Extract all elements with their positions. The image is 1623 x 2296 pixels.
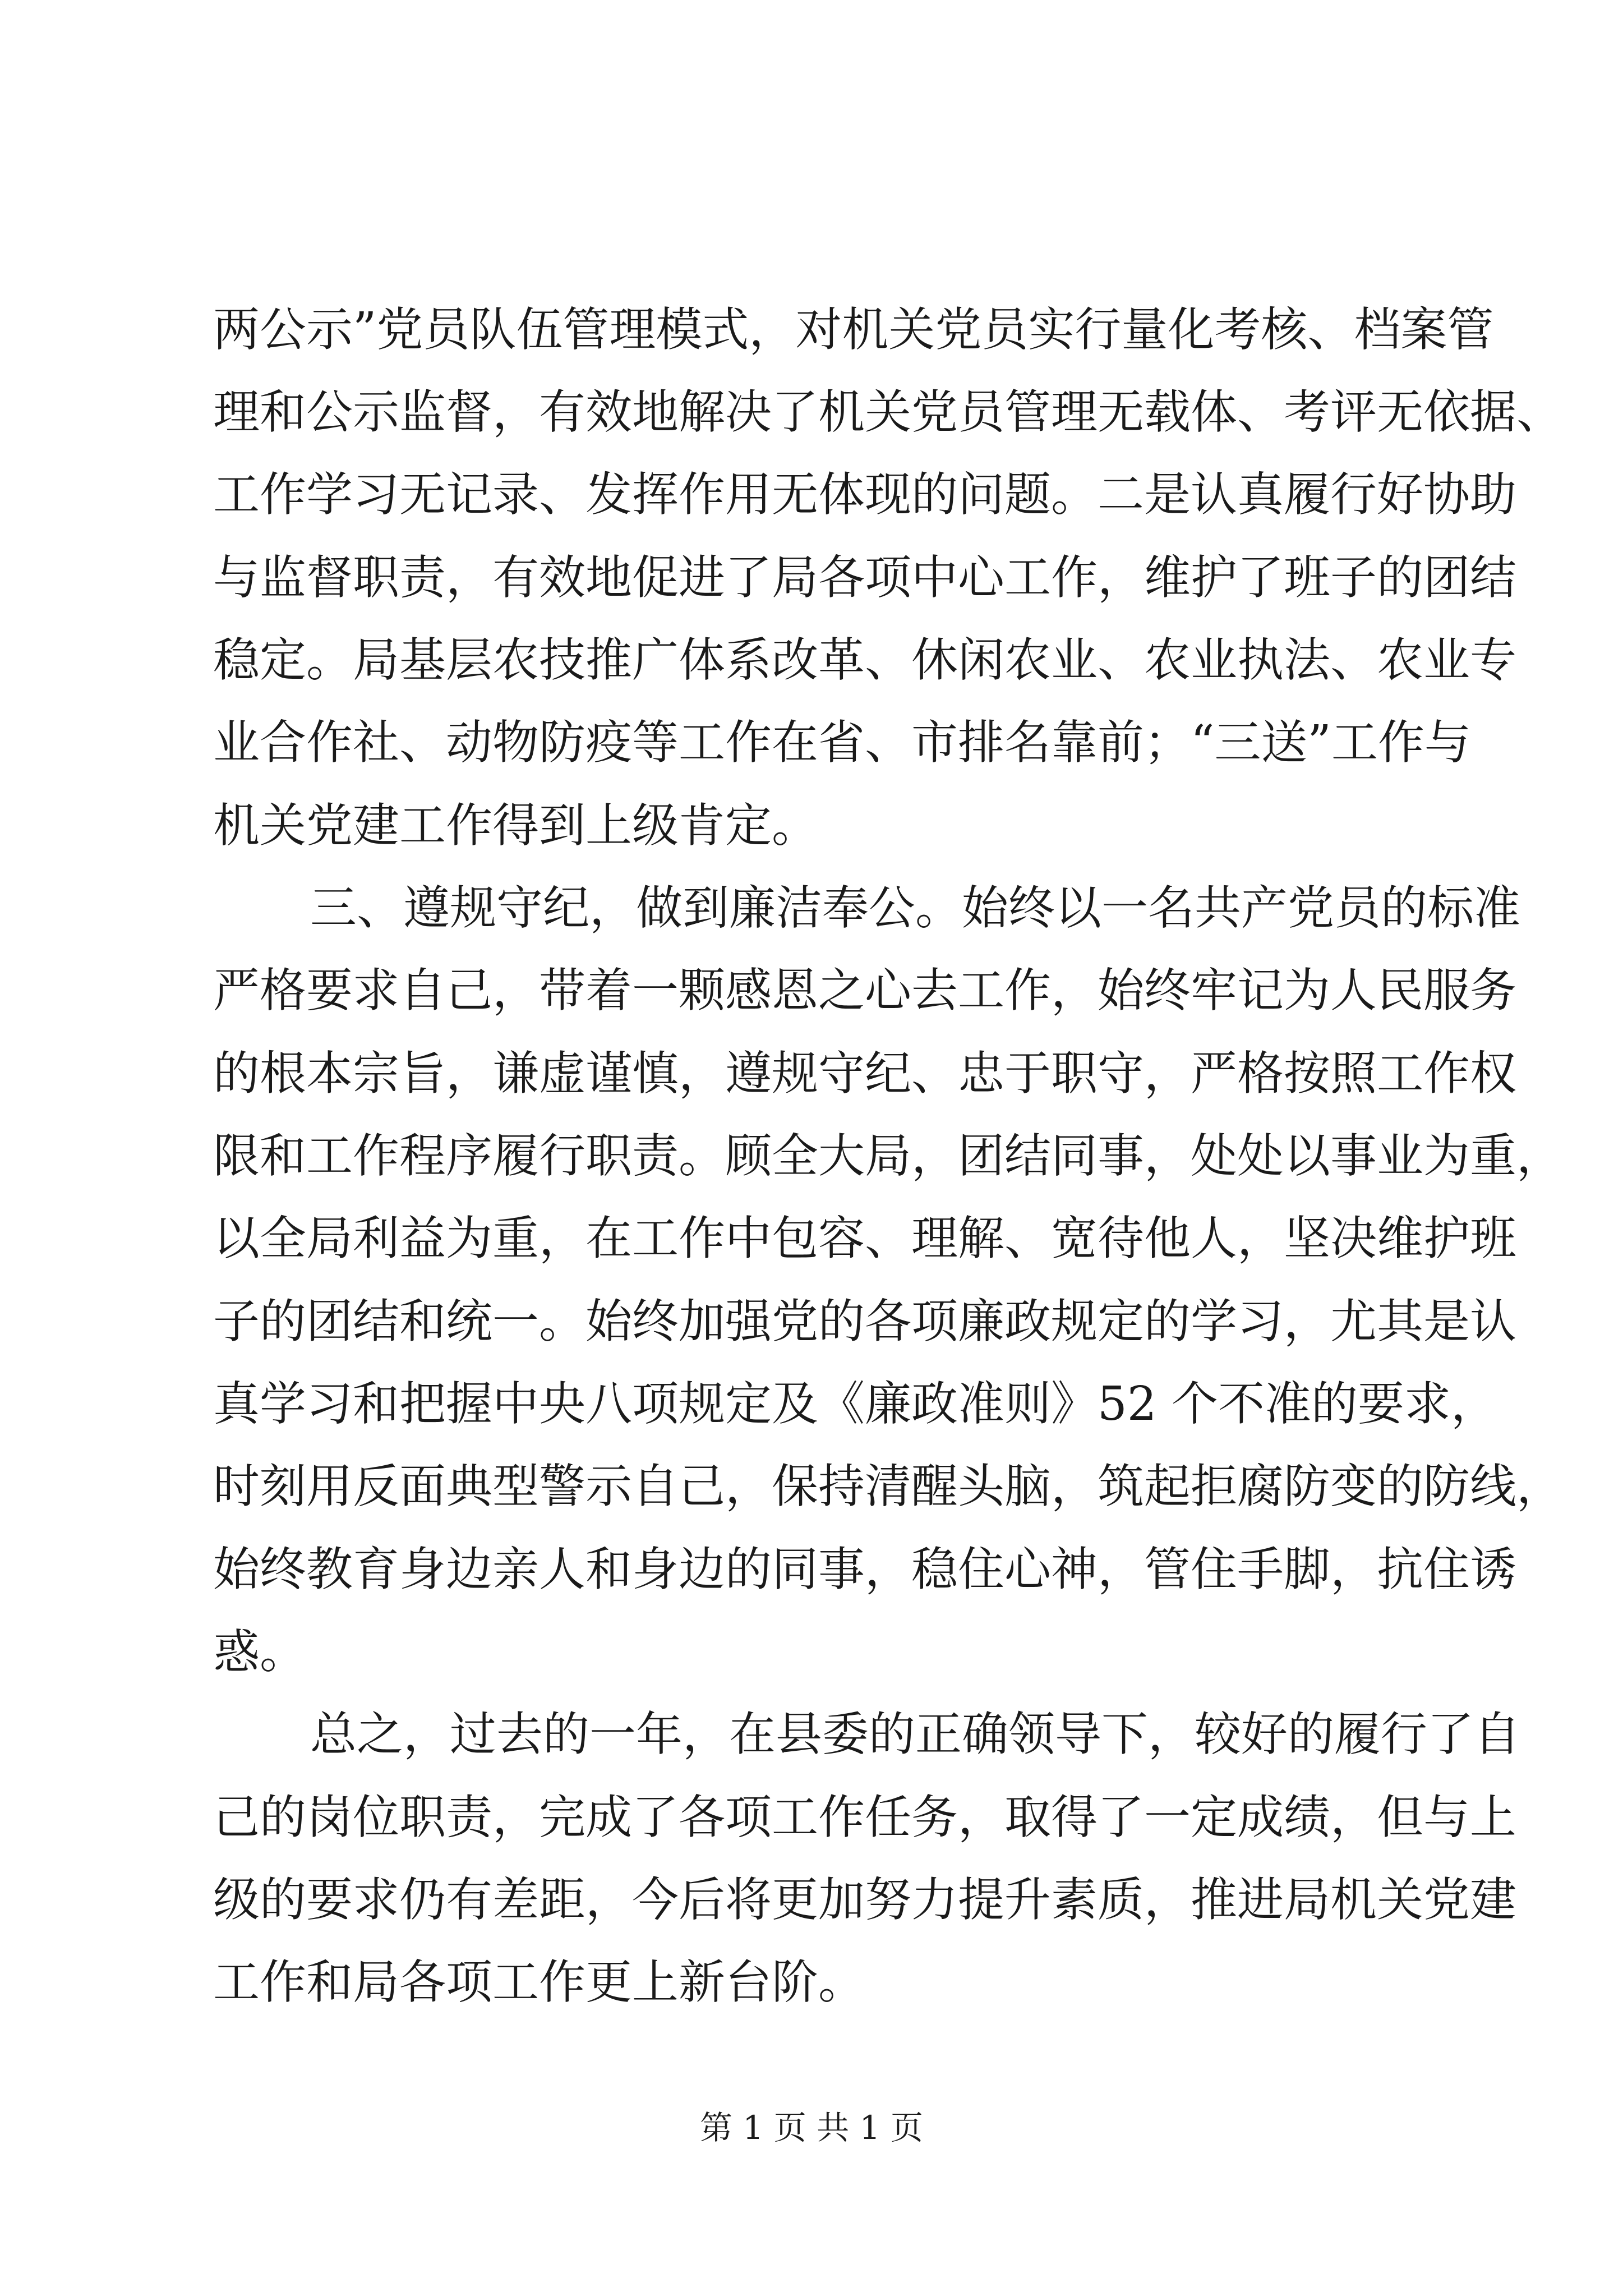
text-line: 的根本宗旨，谦虚谨慎，遵规守纪、忠于职守，严格按照工作权	[213, 1046, 1516, 1101]
text-line: 惑。	[213, 1625, 306, 1679]
text-line: 子的团结和统一。始终加强党的各项廉政规定的学习，尤其是认	[213, 1294, 1516, 1349]
text-line: 时刻用反面典型警示自己，保持清醒头脑，筑起拒腐防变的防线，	[213, 1459, 1563, 1513]
page-number-footer: 第 1 页 共 1 页	[700, 2109, 923, 2147]
text-line: 己的岗位职责，完成了各项工作任务，取得了一定成绩，但与上	[213, 1790, 1516, 1844]
paragraph-start-line: 总之，过去的一年，在县委的正确领导下，较好的履行了自	[310, 1707, 1520, 1761]
text-line: 理和公示监督，有效地解决了机关党员管理无载体、考评无依据、	[213, 385, 1563, 439]
text-line: 级的要求仍有差距，今后将更加努力提升素质，推进局机关党建	[213, 1872, 1516, 1927]
text-line: 业合作社、动物防疫等工作在省、市排名靠前；“三送”工作与	[213, 715, 1471, 770]
text-line: 限和工作程序履行职责。顾全大局，团结同事，处处以事业为重，	[213, 1129, 1563, 1183]
text-line: 工作和局各项工作更上新台阶。	[213, 1955, 865, 2009]
text-line: 稳定。局基层农技推广体系改革、休闲农业、农业执法、农业专	[213, 633, 1516, 687]
text-line: 与监督职责，有效地促进了局各项中心工作，维护了班子的团结	[213, 550, 1516, 605]
text-line: 始终教育身边亲人和身边的同事，稳住心神，管住手脚，抗住诱	[213, 1542, 1516, 1596]
text-line: 机关党建工作得到上级肯定。	[213, 798, 818, 853]
text-line: 两公示”党员队伍管理模式，对机关党员实行量化考核、档案管	[213, 302, 1494, 357]
paragraph-start-line: 三、遵规守纪，做到廉洁奉公。始终以一名共产党员的标准	[310, 881, 1520, 935]
text-line: 工作学习无记录、发挥作用无体现的问题。二是认真履行好协助	[213, 467, 1516, 522]
text-line: 严格要求自己，带着一颗感恩之心去工作，始终牢记为人民服务	[213, 963, 1516, 1018]
text-line: 真学习和把握中央八项规定及《廉政准则》52 个不准的要求，	[213, 1377, 1497, 1431]
text-line: 以全局利益为重，在工作中包容、理解、宽待他人，坚决维护班	[213, 1211, 1516, 1266]
